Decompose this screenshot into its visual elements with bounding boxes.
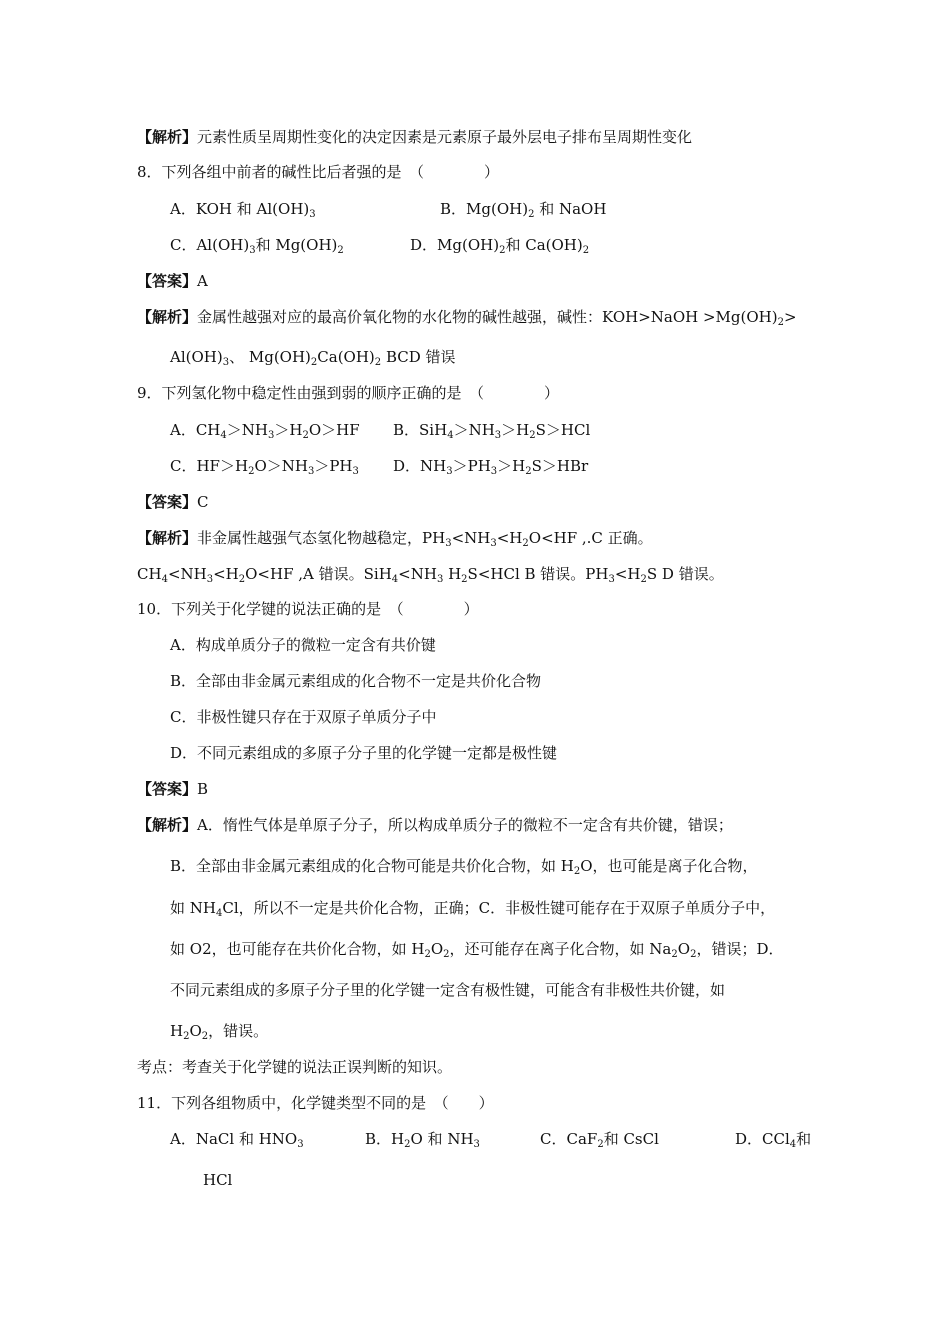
q10-analysis-line-6: $H_2O_2$，错误。 xyxy=(170,1022,269,1042)
q11-option-a: A．NaCl 和 $HNO_3$ xyxy=(170,1130,304,1150)
q10-analysis-line-1: 【解析】A．惰性气体是单原子分子，所以构成单质分子的微粒不一定含有共价键，错误； xyxy=(137,816,733,834)
q9-option-a: A．$CH_4>NH_3>H_2O>HF$ xyxy=(170,421,360,441)
q8-option-c: C．$Al(OH)_3$和 $Mg(OH)_2$ xyxy=(170,236,344,256)
q10-answer: 【答案】B xyxy=(137,780,209,798)
q9-option-b: B．$SiH_4>NH_3>H_2S>HCl$ xyxy=(393,421,591,441)
q10-option-b: B．全部由非金属元素组成的化合物不一定是共价化合物 xyxy=(170,672,542,690)
q10-option-c: C．非极性键只存在于双原子单质分子中 xyxy=(170,708,437,726)
q10-option-a: A．构成单质分子的微粒一定含有共价键 xyxy=(170,636,436,654)
q8-option-a: A．KOH 和 $Al(OH)_3$ xyxy=(170,200,316,220)
q9-analysis-line-2: $CH_4<NH_3<H_2O<HF$ ,A 错误。$SiH_4<NH_3$ $H_2S<HCl$ B 错误。$PH_3<H_2S$ D 错误。 xyxy=(137,565,724,585)
question-10: 10．下列关于化学键的说法正确的是 （ ） xyxy=(137,600,479,618)
q11-option-d-continued: HCl xyxy=(203,1171,233,1189)
q11-option-b: B．$H_2O$ 和 $NH_3$ xyxy=(365,1130,480,1150)
q10-kaodian: 考点：考查关于化学键的说法正误判断的知识。 xyxy=(137,1058,453,1076)
q10-analysis-line-3: 如 $NH_4Cl$，所以不一定是共价化合物，正确；C．非极性键可能存在于双原子单质分子中， xyxy=(170,899,776,919)
q9-option-d: D．$NH_3>PH_3>H_2S>HBr$ xyxy=(393,457,589,477)
q9-answer: 【答案】C xyxy=(137,493,209,511)
q11-option-d: D．CCl$_4$和 xyxy=(735,1130,812,1150)
q8-option-b: B．$Mg(OH)_2$ 和 NaOH xyxy=(440,200,607,220)
q8-analysis-line-1: 【解析】金属性越强对应的最高价氧化物的水化物的碱性越强，碱性：KOH>NaOH $>Mg(OH)_2>$ xyxy=(137,308,797,328)
question-11: 11．下列各组物质中，化学键类型不同的是 （ ） xyxy=(137,1094,494,1112)
q11-option-c: C．CaF$_2$和 CsCl xyxy=(540,1130,659,1150)
question-8: 8．下列各组中前者的碱性比后者强的是 （ ） xyxy=(137,163,500,181)
q10-analysis-line-4: 如 O2，也可能存在共价化合物，如 $H_2O_2$，还可能存在离子化合物，如 $Na_2O_2$，错误；D． xyxy=(170,940,784,960)
q9-option-c: C．$HF>H_2O>NH_3>PH_3$ xyxy=(170,457,359,477)
analysis-tag: 【解析】 xyxy=(137,128,198,146)
q10-analysis-line-5: 不同元素组成的多原子分子里的化学键一定含有极性键，可能含有非极性共价键，如 xyxy=(170,981,726,999)
q8-option-d: D．$Mg(OH)_2$和 $Ca(OH)_2$ xyxy=(410,236,590,256)
analysis-text: 元素性质呈周期性变化的决定因素是元素原子最外层电子排布呈周期性变化 xyxy=(197,128,693,146)
q10-analysis-line-2: B．全部由非金属元素组成的化合物可能是共价化合物，如 $H_2O$，也可能是离子化合物， xyxy=(170,857,758,877)
q9-analysis-line-1: 【解析】非金属性越强气态氢化物越稳定，$PH_3<NH_3<H_2O<HF$ ,.C 正确。 xyxy=(137,529,653,549)
q10-option-d: D．不同元素组成的多原子分子里的化学键一定都是极性键 xyxy=(170,744,558,762)
question-9: 9．下列氢化物中稳定性由强到弱的顺序正确的是 （ ） xyxy=(137,384,560,402)
q8-analysis-line-2: $Al(OH)_3$、 $Mg(OH)_2Ca(OH)_2$ BCD 错误 xyxy=(170,348,456,368)
q7-analysis xyxy=(137,127,692,147)
q8-answer: 【答案】A xyxy=(137,272,208,290)
